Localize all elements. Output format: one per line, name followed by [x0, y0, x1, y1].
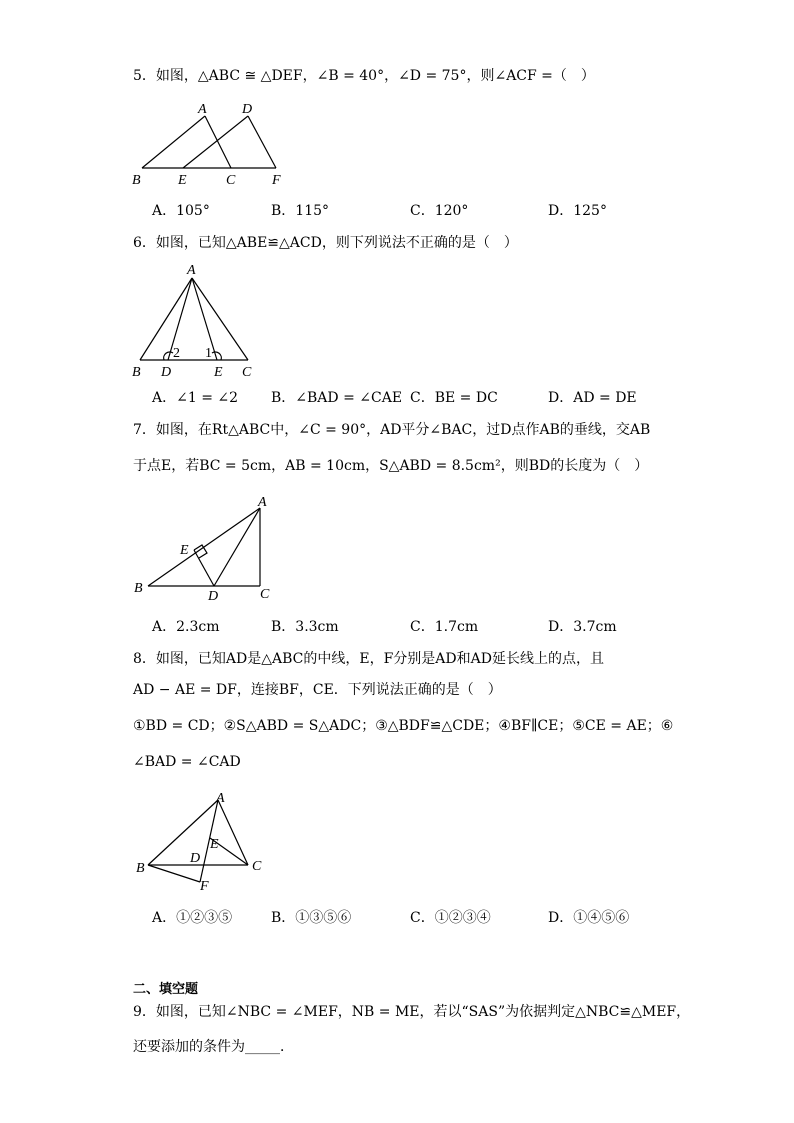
q8-option-c[interactable]: C．①②③④ [410, 910, 491, 926]
q7-option-b[interactable]: B．3.3cm [271, 619, 339, 635]
q6-label-2: 2 [173, 346, 180, 361]
q5-label-a: A [198, 102, 207, 117]
q5-line-ed [183, 116, 248, 168]
q7-label-b: B [134, 581, 143, 596]
q8-option-b[interactable]: B．①③⑤⑥ [271, 910, 352, 926]
q8-stem-line2: AD − AE = DF，连接BF，CE．下列说法正确的是（ ） [133, 682, 502, 698]
q6-option-a[interactable]: A．∠1 = ∠2 [152, 390, 239, 406]
q6-option-d[interactable]: D．AD = DE [548, 390, 637, 406]
q7-figure [128, 494, 278, 604]
q6-option-c[interactable]: C．BE = DC [410, 390, 498, 406]
q6-line-ab [140, 278, 192, 360]
q5-label-e: E [178, 173, 187, 188]
q6-label-c: C [242, 365, 252, 380]
q5-line-ba [142, 116, 205, 168]
section-title-fill-in: 二、填空题 [133, 982, 199, 997]
q6-label-b: B [132, 365, 141, 380]
q5-option-a[interactable]: A．105° [152, 203, 210, 219]
q5-label-c: C [226, 173, 236, 188]
q6-figure [128, 260, 268, 380]
q6-label-1: 1 [205, 346, 212, 361]
q6-line-ad [168, 278, 192, 360]
q8-label-b: B [136, 861, 145, 876]
q7-line-ad [214, 508, 260, 586]
q6-stem: 6．如图，已知△ABE≌△ACD，则下列说法不正确的是（ ） [133, 235, 518, 251]
q8-option-a[interactable]: A．①②③⑤ [152, 910, 233, 926]
q5-option-d[interactable]: D．125° [548, 203, 607, 219]
q8-line-ac [218, 800, 248, 865]
q5-label-b: B [132, 173, 141, 188]
q6-line-ac [192, 278, 248, 360]
q5-line-ac [205, 116, 231, 168]
q7-label-e: E [180, 543, 189, 558]
q8-line-ab [148, 800, 218, 865]
q6-label-d: D [161, 365, 172, 380]
q6-label-a: A [187, 263, 196, 278]
q7-label-d: D [208, 589, 219, 604]
q8-stem-line4: ∠BAD = ∠CAD [133, 754, 241, 770]
q5-label-d: D [242, 102, 253, 117]
q8-label-e: E [210, 837, 219, 852]
q8-stem-line1: 8．如图，已知AD是△ABC的中线，E，F分别是AD和AD延长线上的点，且 [133, 651, 604, 667]
q8-option-d[interactable]: D．①④⑤⑥ [548, 910, 630, 926]
q5-option-b[interactable]: B．115° [271, 203, 330, 219]
q5-label-f: F [272, 173, 281, 188]
q7-line-ab [148, 508, 260, 586]
q8-label-f: F [200, 879, 209, 894]
q7-label-a: A [258, 495, 267, 510]
q5-figure [128, 96, 298, 191]
q6-label-e: E [214, 365, 223, 380]
q9-stem-line2: 还要添加的条件为_____． [133, 1039, 294, 1055]
q5-line-df [248, 116, 276, 168]
q5-stem: 5．如图，△ABC ≅ △DEF，∠B = 40°，∠D = 75°，则∠ACF =（ ） [133, 68, 595, 84]
q7-stem-line1: 7．如图，在Rt△ABC中，∠C = 90°，AD平分∠BAC，过D点作AB的垂线，交AB [133, 422, 651, 438]
q7-option-d[interactable]: D．3.7cm [548, 619, 617, 635]
q8-stem-line3: ①BD = CD；②S△ABD = S△ADC；③△BDF≌△CDE；④BF∥CE；⑤CE = AE；⑥ [133, 718, 674, 734]
q8-label-c: C [252, 859, 262, 874]
q8-label-a: A [216, 791, 225, 806]
q7-option-c[interactable]: C．1.7cm [410, 619, 479, 635]
q6-option-b[interactable]: B．∠BAD = ∠CAE [271, 390, 403, 406]
q9-stem-line1: 9．如图，已知∠NBC = ∠MEF，NB = ME，若以“SAS”为依据判定△NBC≌△MEF， [133, 1004, 691, 1020]
q7-stem-line2: 于点E，若BC = 5cm，AB = 10cm，S△ABD = 8.5cm²，则BD的长度为（ ） [133, 458, 649, 474]
q8-label-d: D [190, 851, 201, 866]
q5-option-c[interactable]: C．120° [410, 203, 469, 219]
q7-label-c: C [260, 587, 270, 602]
q8-figure [128, 790, 278, 900]
q7-option-a[interactable]: A．2.3cm [152, 619, 220, 635]
q8-line-bf [148, 865, 200, 882]
